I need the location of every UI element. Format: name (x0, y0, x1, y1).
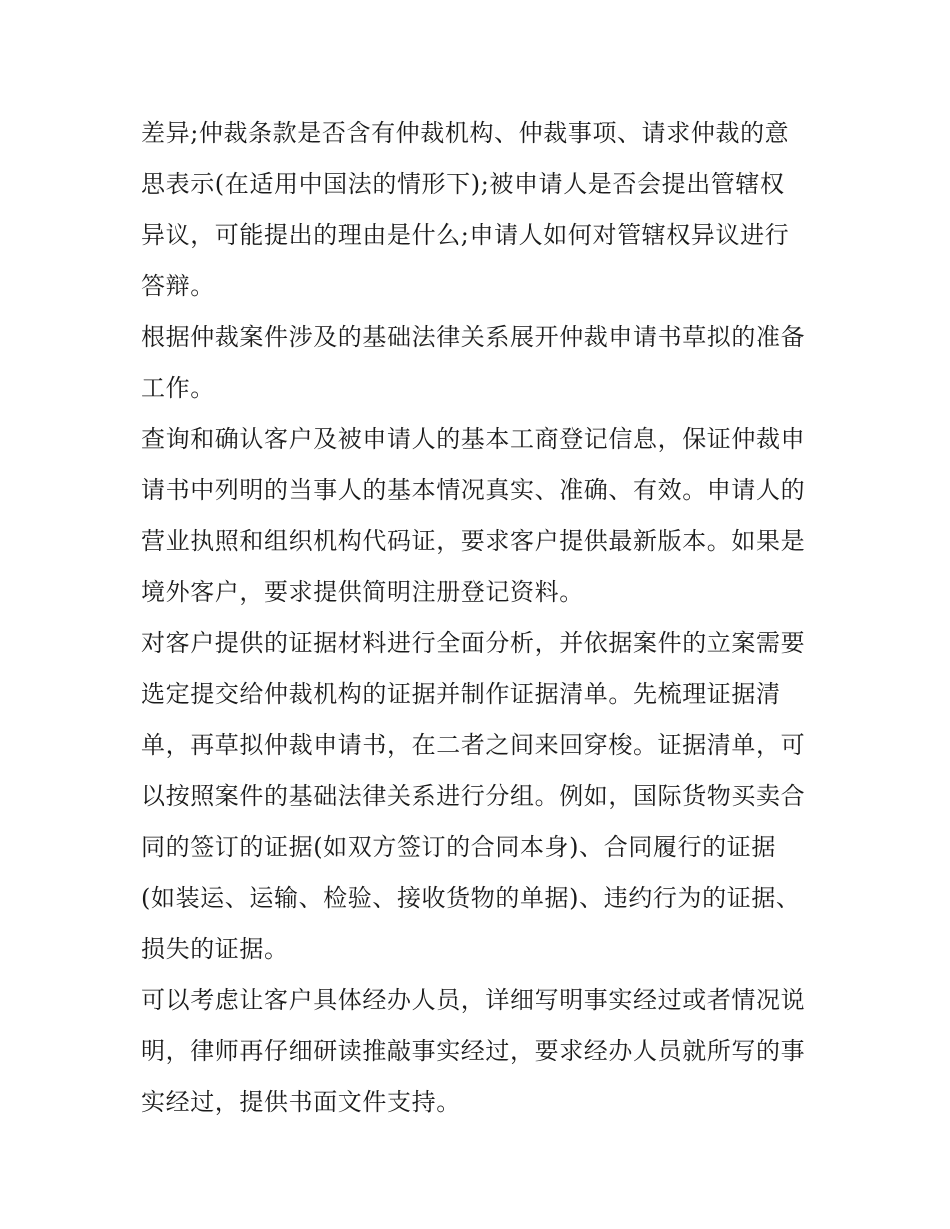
text-line: 差异;仲裁条款是否含有仲裁机构、仲裁事项、请求仲裁的意 (141, 119, 790, 147)
paragraph (141, 975, 813, 1128)
paragraph (141, 108, 813, 312)
text-line: 实经过，提供书面文件支持。 (141, 1088, 461, 1116)
text-line: 请书中列明的当事人的基本情况真实、准确、有效。申请人的 (141, 476, 806, 504)
text-line: 思表示(在适用中国法的情形下);被申请人是否会提出管辖权 (141, 170, 785, 198)
text-line: 查询和确认客户及被申请人的基本工商登记信息，保证仲裁申 (141, 425, 806, 453)
document-body (141, 108, 813, 1128)
text-line: (如装运、运输、检验、接收货物的单据)、违约行为的证据、 (141, 884, 801, 912)
text-line: 明，律师再仔细研读推敲事实经过，要求经办人员就所写的事 (141, 1037, 806, 1065)
paragraph (141, 312, 813, 414)
text-line: 答辩。 (141, 272, 215, 300)
text-line: 工作。 (141, 374, 215, 402)
text-line: 可以考虑让客户具体经办人员，详细写明事实经过或者情况说 (141, 986, 806, 1014)
paragraph (141, 618, 813, 975)
text-line: 境外客户，要求提供简明注册登记资料。 (141, 578, 584, 606)
text-line: 异议，可能提出的理由是什么;申请人如何对管辖权异议进行 (141, 221, 790, 249)
paragraph (141, 414, 813, 618)
text-line: 对客户提供的证据材料进行全面分析，并依据案件的立案需要 (141, 629, 806, 657)
text-line: 选定提交给仲裁机构的证据并制作证据清单。先梳理证据清 (141, 680, 781, 708)
text-line: 损失的证据。 (141, 935, 289, 963)
text-line: 营业执照和组织机构代码证，要求客户提供最新版本。如果是 (141, 527, 806, 555)
text-line: 以按照案件的基础法律关系进行分组。例如，国际货物买卖合 (141, 782, 806, 810)
text-line: 根据仲裁案件涉及的基础法律关系展开仲裁申请书草拟的准备 (141, 323, 806, 351)
text-line: 单，再草拟仲裁申请书，在二者之间来回穿梭。证据清单，可 (141, 731, 806, 759)
text-line: 同的签订的证据(如双方签订的合同本身)、合同履行的证据 (141, 833, 776, 861)
